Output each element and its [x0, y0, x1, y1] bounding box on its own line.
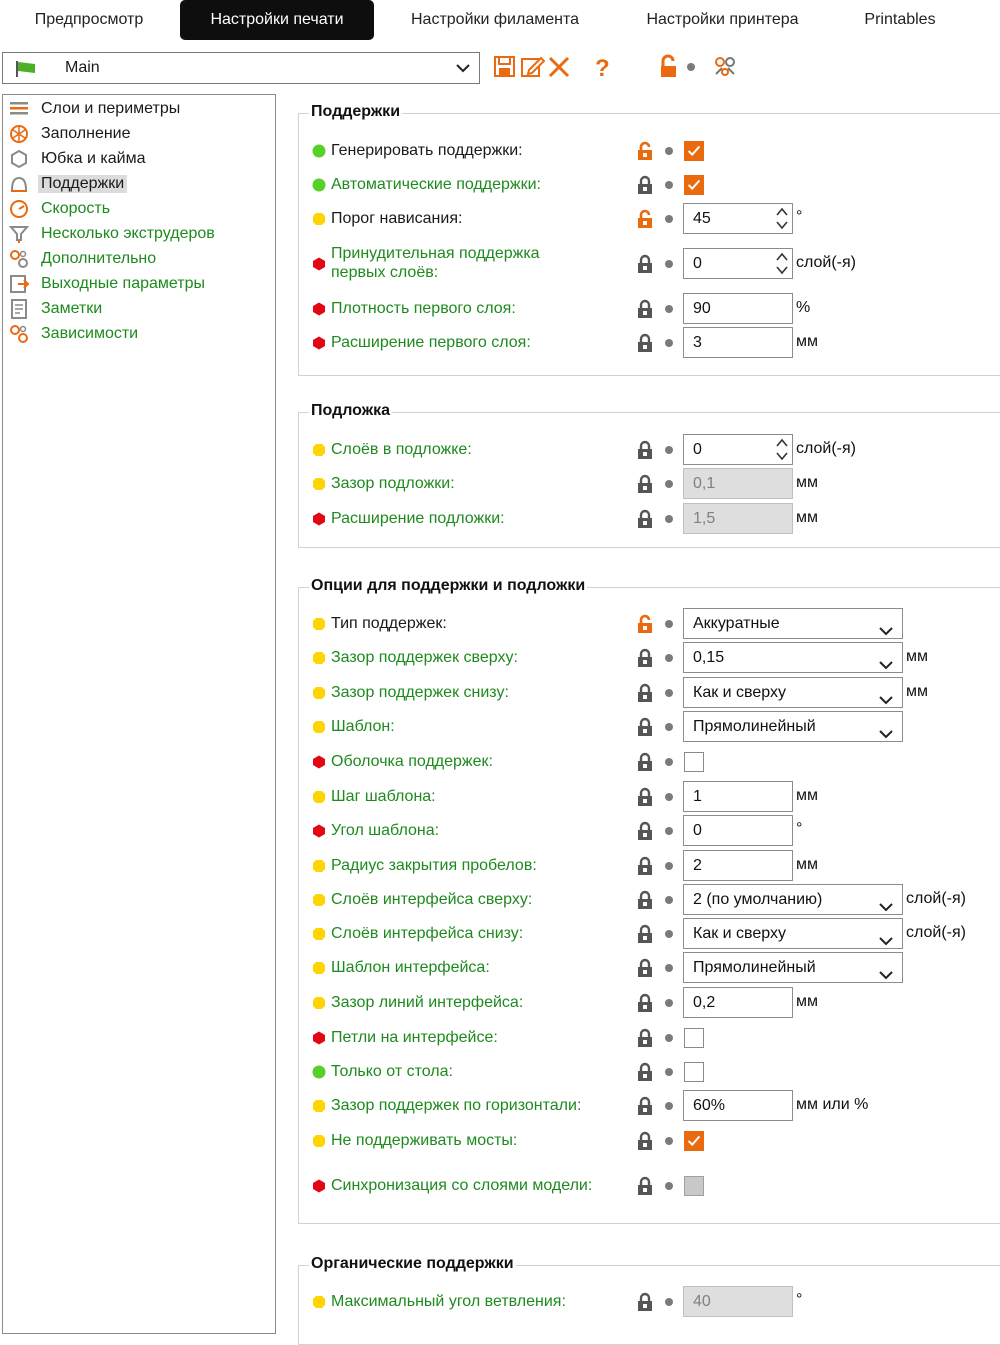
setting-label: Шаг шаблона: — [331, 788, 436, 805]
red-mode-icon — [312, 1031, 326, 1045]
setting-input[interactable] — [683, 987, 793, 1018]
lock-icon[interactable] — [636, 1292, 654, 1312]
setting-label: Расширение первого слоя: — [331, 334, 531, 351]
red-mode-icon — [312, 512, 326, 526]
field-value: Как и сверху — [693, 684, 786, 701]
bullet-icon[interactable] — [665, 1068, 673, 1076]
lock-icon[interactable] — [636, 683, 654, 703]
red-mode-icon — [312, 1179, 326, 1193]
section-title: Подложка — [311, 402, 390, 419]
spin-arrows-icon[interactable] — [774, 206, 790, 231]
flag-icon — [15, 61, 37, 77]
setting-dropdown[interactable] — [683, 918, 903, 949]
setting-checkbox[interactable] — [684, 1062, 704, 1082]
yellow-mode-icon — [312, 859, 326, 873]
setting-input[interactable] — [683, 850, 793, 881]
lock-icon[interactable] — [636, 648, 654, 668]
red-mode-icon — [312, 336, 326, 350]
save-icon[interactable] — [492, 54, 518, 80]
setting-spinner[interactable] — [683, 434, 793, 465]
infill-icon — [9, 124, 29, 144]
help-icon[interactable] — [590, 54, 616, 80]
bullet-icon[interactable] — [665, 305, 673, 313]
setting-checkbox[interactable] — [684, 752, 704, 772]
field-value: 1,5 — [693, 510, 716, 527]
field-value: 60% — [693, 1097, 726, 1114]
sidebar-item-skirt[interactable]: Юбка и кайма — [9, 148, 149, 170]
setting-input[interactable] — [683, 293, 793, 324]
setting-checkbox[interactable] — [684, 1131, 704, 1151]
lock-icon[interactable] — [636, 752, 654, 772]
advanced-icon — [9, 249, 29, 269]
field-value: Прямолинейный — [693, 959, 816, 976]
lock-icon[interactable] — [636, 821, 654, 841]
setting-label: Слоёв интерфейса снизу: — [331, 925, 524, 942]
tab-print-settings[interactable]: Настройки печати — [180, 0, 374, 40]
lock-icon[interactable] — [636, 1028, 654, 1048]
unit-label: мм — [796, 474, 818, 491]
preset-dropdown[interactable] — [2, 52, 480, 84]
rename-icon[interactable] — [519, 54, 545, 80]
setting-label: Шаблон: — [331, 718, 395, 735]
field-value: 0,15 — [693, 649, 725, 666]
lock-icon[interactable] — [636, 787, 654, 807]
section-title: Поддержки — [311, 103, 401, 120]
green-mode-icon — [312, 144, 326, 158]
field-value: 90 — [693, 300, 711, 317]
setting-input[interactable] — [683, 327, 793, 358]
sidebar-item-output[interactable]: Выходные параметры — [9, 273, 208, 295]
unit-label: слой(-я) — [796, 440, 856, 457]
field-value: 0 — [693, 441, 702, 458]
yellow-mode-icon — [312, 720, 326, 734]
lock-icon[interactable] — [636, 958, 654, 978]
section-title: Органические поддержки — [311, 1255, 514, 1272]
setting-input[interactable] — [683, 503, 793, 534]
delete-icon[interactable] — [546, 54, 572, 80]
unit-label: мм — [796, 856, 818, 873]
yellow-mode-icon — [312, 443, 326, 457]
red-mode-icon — [312, 302, 326, 316]
sidebar-item-extruders[interactable]: Несколько экструдеров — [9, 223, 218, 245]
bullet-icon[interactable] — [665, 446, 673, 454]
settings-sidebar — [2, 94, 276, 1334]
setting-input[interactable] — [683, 1286, 793, 1317]
unit-label: ° — [796, 208, 803, 225]
lock-icon[interactable] — [636, 924, 654, 944]
tab-filament-settings[interactable]: Настройки филамента — [410, 11, 579, 28]
setting-label: Плотность первого слоя: — [331, 300, 516, 317]
bullet-icon[interactable] — [665, 1298, 673, 1306]
lock-icon[interactable] — [636, 440, 654, 460]
yellow-mode-icon — [312, 212, 326, 226]
bullet-icon[interactable] — [665, 515, 673, 523]
bullet-icon[interactable] — [665, 1137, 673, 1145]
lock-icon[interactable] — [636, 509, 654, 529]
bullet-icon — [687, 63, 695, 71]
sidebar-item-layers[interactable]: Слои и периметры — [9, 98, 183, 120]
unit-label: % — [796, 299, 811, 316]
green-mode-icon — [312, 178, 326, 192]
spin-arrows-icon[interactable] — [774, 251, 790, 276]
lock-icon[interactable] — [636, 717, 654, 737]
chevron-down-icon — [455, 62, 471, 74]
unit-label: мм — [906, 648, 928, 665]
setting-dropdown[interactable] — [683, 952, 903, 983]
setting-label: Синхронизация со слоями модели: — [331, 1177, 593, 1194]
field-value: Как и сверху — [693, 925, 786, 942]
lock-icon[interactable] — [636, 175, 654, 195]
setting-label: Зазор подложки: — [331, 475, 455, 492]
spin-arrows-icon[interactable] — [774, 437, 790, 462]
tab-printables[interactable]: Printables — [864, 11, 936, 28]
setting-input[interactable] — [683, 815, 793, 846]
field-value: 0 — [693, 255, 702, 272]
setting-label: Оболочка поддержек: — [331, 753, 493, 770]
bullet-icon[interactable] — [665, 793, 673, 801]
bullet-icon[interactable] — [665, 964, 673, 972]
setting-label: Тип поддержек: — [331, 615, 447, 632]
yellow-mode-icon — [312, 893, 326, 907]
field-value: 0 — [693, 822, 702, 839]
bullet-icon[interactable] — [665, 620, 673, 628]
field-value: 2 (по умолчанию) — [693, 891, 823, 908]
setting-label: Зазор линий интерфейса: — [331, 994, 524, 1011]
chevron-down-icon — [878, 721, 894, 750]
bullet-icon[interactable] — [665, 930, 673, 938]
setting-checkbox[interactable] — [684, 175, 704, 195]
yellow-mode-icon — [312, 790, 326, 804]
bullet-icon[interactable] — [665, 999, 673, 1007]
bullet-icon[interactable] — [665, 260, 673, 268]
compare-presets-icon[interactable] — [712, 54, 738, 80]
top-tab-bar — [0, 0, 1000, 42]
yellow-mode-icon — [312, 617, 326, 631]
field-value: 1 — [693, 788, 702, 805]
setting-checkbox[interactable] — [684, 141, 704, 161]
setting-label: Угол шаблона: — [331, 822, 440, 839]
unlock-icon[interactable] — [636, 614, 654, 634]
dependencies-icon — [9, 324, 29, 344]
setting-checkbox[interactable] — [684, 1028, 704, 1048]
notes-icon — [9, 299, 29, 319]
bullet-icon[interactable] — [665, 1102, 673, 1110]
setting-label: Порог нависания: — [331, 210, 463, 227]
sidebar-item-supports[interactable]: Поддержки — [9, 173, 127, 195]
setting-label: Генерировать поддержки: — [331, 142, 523, 159]
lock-icon[interactable] — [636, 333, 654, 353]
green-mode-icon — [312, 1065, 326, 1079]
sidebar-item-dependencies[interactable]: Зависимости — [9, 323, 141, 345]
sidebar-item-infill[interactable]: Заполнение — [9, 123, 134, 145]
sidebar-item-notes[interactable]: Заметки — [9, 298, 105, 320]
field-value: 45 — [693, 210, 711, 227]
bullet-icon[interactable] — [665, 723, 673, 731]
red-mode-icon — [312, 755, 326, 769]
field-value: 0,1 — [693, 475, 716, 492]
lock-icon[interactable] — [636, 1062, 654, 1082]
section-title: Опции для поддержки и подложки — [311, 577, 586, 594]
setting-label: Слоёв интерфейса сверху: — [331, 891, 533, 908]
lock-icon[interactable] — [636, 254, 654, 274]
setting-label: Не поддерживать мосты: — [331, 1132, 518, 1149]
lock-icon[interactable] — [636, 856, 654, 876]
lock-icon[interactable] — [636, 1131, 654, 1151]
unlock-icon[interactable] — [636, 209, 654, 229]
support-icon — [9, 174, 29, 194]
bullet-icon[interactable] — [665, 896, 673, 904]
bullet-icon[interactable] — [665, 862, 673, 870]
unit-label: мм — [906, 683, 928, 700]
setting-label: Только от стола: — [331, 1063, 453, 1080]
red-mode-icon — [312, 824, 326, 838]
bullet-icon[interactable] — [665, 215, 673, 223]
setting-label: Расширение подложки: — [331, 510, 505, 527]
lock-icon[interactable] — [636, 474, 654, 494]
lock-icon[interactable] — [636, 299, 654, 319]
bullet-icon[interactable] — [665, 147, 673, 155]
setting-label: Автоматические поддержки: — [331, 176, 541, 193]
red-mode-icon — [312, 257, 326, 271]
bullet-icon[interactable] — [665, 480, 673, 488]
lock-icon[interactable] — [636, 1176, 654, 1196]
bullet-icon[interactable] — [665, 654, 673, 662]
yellow-mode-icon — [312, 927, 326, 941]
unit-label: слой(-я) — [906, 890, 966, 907]
setting-spinner[interactable] — [683, 203, 793, 234]
unit-label: мм — [796, 787, 818, 804]
chevron-down-icon — [878, 962, 894, 991]
setting-input[interactable] — [683, 1090, 793, 1121]
setting-spinner[interactable] — [683, 248, 793, 279]
setting-input[interactable] — [683, 781, 793, 812]
yellow-mode-icon — [312, 686, 326, 700]
bullet-icon[interactable] — [665, 827, 673, 835]
unlock-icon[interactable] — [636, 141, 654, 161]
output-icon — [9, 274, 29, 294]
setting-label: Зазор поддержек по горизонтали: — [331, 1097, 582, 1114]
setting-label: Слоёв в подложке: — [331, 441, 472, 458]
unit-label: мм — [796, 333, 818, 350]
lock-icon[interactable] — [636, 993, 654, 1013]
speed-icon — [9, 199, 29, 219]
unit-label: ° — [796, 1291, 803, 1308]
yellow-mode-icon — [312, 1295, 326, 1309]
setting-checkbox[interactable] — [684, 1176, 704, 1196]
bullet-icon[interactable] — [665, 339, 673, 347]
bullet-icon[interactable] — [665, 689, 673, 697]
yellow-mode-icon — [312, 996, 326, 1010]
unit-label: мм или % — [796, 1096, 869, 1113]
yellow-mode-icon — [312, 651, 326, 665]
unlock-icon[interactable] — [656, 54, 682, 80]
extruder-icon — [9, 224, 29, 244]
setting-label: Радиус закрытия пробелов: — [331, 857, 537, 874]
preset-name: Main — [65, 59, 100, 76]
setting-label: Зазор поддержек сверху: — [331, 649, 518, 666]
setting-dropdown[interactable] — [683, 711, 903, 742]
field-value: 40 — [693, 1293, 711, 1310]
yellow-mode-icon — [312, 1134, 326, 1148]
setting-label: Петли на интерфейсе: — [331, 1029, 498, 1046]
unit-label: ° — [796, 820, 803, 837]
skirt-icon — [9, 149, 29, 169]
svg-text:?: ? — [595, 55, 610, 80]
tab-printer-settings[interactable]: Настройки принтера — [646, 11, 799, 28]
tab-preview[interactable]: Предпросмотр — [34, 11, 144, 28]
bullet-icon[interactable] — [665, 181, 673, 189]
bullet-icon[interactable] — [665, 1034, 673, 1042]
yellow-mode-icon — [312, 961, 326, 975]
setting-label: Принудительная поддержка первых слоёв: — [331, 245, 540, 281]
field-value: Прямолинейный — [693, 718, 816, 735]
field-value: Аккуратные — [693, 615, 780, 632]
lock-icon[interactable] — [636, 1096, 654, 1116]
lock-icon[interactable] — [636, 890, 654, 910]
layers-icon — [9, 99, 29, 119]
bullet-icon[interactable] — [665, 1182, 673, 1190]
sidebar-item-speed[interactable]: Скорость — [9, 198, 113, 220]
yellow-mode-icon — [312, 477, 326, 491]
unit-label: слой(-я) — [796, 254, 856, 271]
bullet-icon[interactable] — [665, 758, 673, 766]
setting-dropdown[interactable] — [683, 642, 903, 673]
setting-label: Максимальный угол ветвления: — [331, 1293, 566, 1310]
field-value: 0,2 — [693, 994, 716, 1011]
setting-label: Зазор поддержек снизу: — [331, 684, 509, 701]
setting-label: Шаблон интерфейса: — [331, 959, 490, 976]
field-value: 2 — [693, 857, 702, 874]
unit-label: слой(-я) — [906, 924, 966, 941]
yellow-mode-icon — [312, 1099, 326, 1113]
sidebar-item-advanced[interactable]: Дополнительно — [9, 248, 159, 270]
setting-dropdown[interactable] — [683, 884, 903, 915]
field-value: 3 — [693, 334, 702, 351]
unit-label: мм — [796, 509, 818, 526]
setting-input[interactable] — [683, 468, 793, 499]
setting-dropdown[interactable] — [683, 608, 903, 639]
unit-label: мм — [796, 993, 818, 1010]
setting-dropdown[interactable] — [683, 677, 903, 708]
